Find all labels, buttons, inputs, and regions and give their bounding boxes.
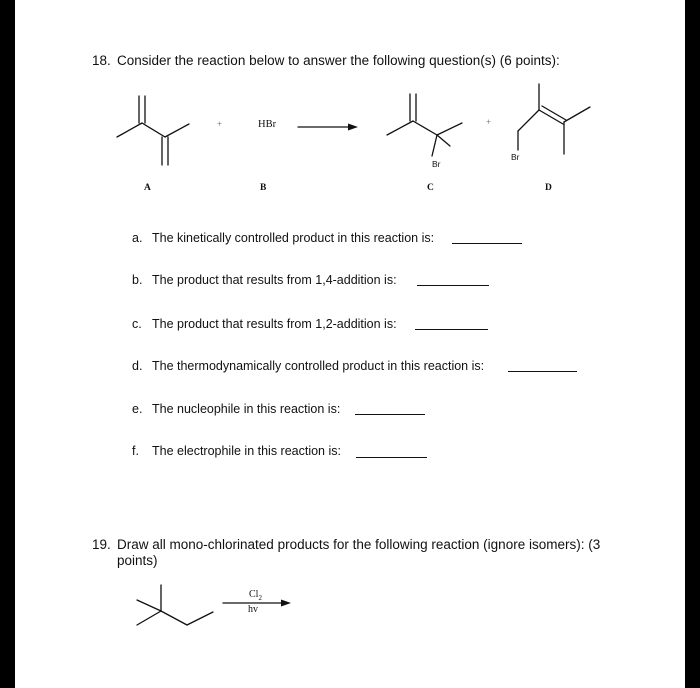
worksheet-page — [15, 0, 685, 688]
bromine-label-d: Br — [511, 152, 520, 162]
compound-label-c: C — [427, 183, 434, 193]
part-e-text: The nucleophile in this reaction is: — [152, 402, 341, 416]
part-d-text: The thermodynamically controlled product in this reaction is: — [152, 359, 485, 373]
part-b-letter: b. — [132, 273, 143, 287]
molecule-2-methylbutane — [137, 585, 213, 625]
bromine-label-c: Br — [432, 159, 441, 169]
q19-prompt-line2: points) — [117, 553, 158, 568]
plus-sign-2: + — [486, 117, 492, 127]
part-a-text: The kinetically controlled product in this reaction is: — [152, 231, 435, 245]
part-e-letter: e. — [132, 402, 143, 416]
part-d-letter: d. — [132, 359, 143, 373]
q19-number: 19. — [92, 537, 111, 552]
compound-label-b: B — [260, 183, 267, 193]
q19-prompt-line1: Draw all mono-chlorinated products for the following reaction (ignore isomers): (3 — [117, 537, 601, 552]
plus-sign-1: + — [217, 119, 223, 129]
part-c-letter: c. — [132, 317, 142, 331]
part-f-letter: f. — [132, 444, 139, 458]
compound-label-a: A — [144, 183, 151, 193]
part-f-text: The electrophile in this reaction is: — [152, 444, 341, 458]
q19-reaction-scheme — [15, 0, 685, 688]
reagent-hv: hv — [248, 604, 258, 615]
part-c-text: The product that results from 1,2-addition is: — [152, 317, 397, 331]
q18-number: 18. — [92, 53, 111, 68]
q18-prompt: Consider the reaction below to answer the following question(s) (6 points): — [117, 53, 560, 68]
reagent-cl2: $Cl_2$ — [249, 589, 262, 602]
part-b-text: The product that results from 1,4-addition is: — [152, 273, 397, 287]
compound-label-d: D — [545, 183, 552, 193]
reagent-hbr: HBr — [258, 119, 277, 130]
part-a-letter: a. — [132, 231, 143, 245]
